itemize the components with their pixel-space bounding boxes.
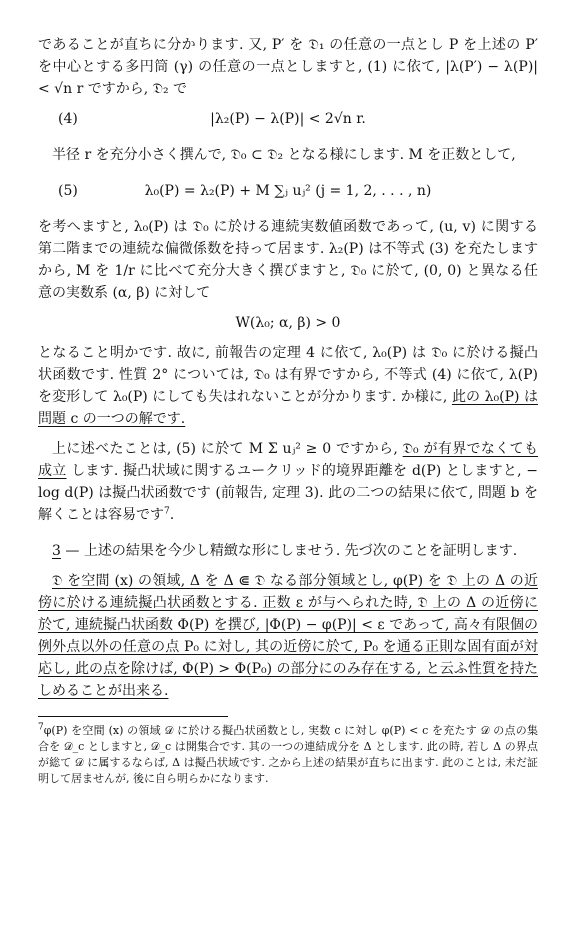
section-number: 3 (52, 543, 61, 559)
paragraph-6 (38, 540, 538, 562)
paragraph-4-underlined-text: 此の λ₀(P) は問題 c の一つの解です. (38, 389, 538, 427)
footnote-rule (38, 716, 228, 717)
equation-4 (38, 108, 538, 130)
footnote (38, 723, 538, 787)
paragraph-5-end: . (169, 507, 175, 523)
equation-5 (38, 180, 538, 202)
paragraph-5-underlined-text: 𝔇₀ が有界でなくても成立 (38, 441, 538, 479)
paragraph-4-text: となること明かです. 故に, 前報告の定理 4 に依て, λ₀(P) は 𝔇₀ に於ける擬凸状函数です. 性質 2° については, 𝔇₀ は有界ですから, 不等式 (4) に依て, λ(P) を変形して λ₀(P) にしても失はれないことが分かります. か様に, (38, 345, 538, 405)
footnote-marker: 7 (38, 722, 44, 733)
theorem-text: 𝔇 を空間 (x) の領域, Δ を Δ ⋐ 𝔇 なる部分領域とし, φ(P) を 𝔇 上の Δ の近傍に於ける連続擬凸状函数とする. 正数 ε が与へられた時, 𝔇 上の Δ の近傍に於て, 連続擬凸状函数 Φ(P) を撰び, |Φ(P) − φ(P)| < ε であって, 高々有限個の例外点以外の任意の点 P₀ に対し, 其の近傍に於て, P₀ を通る正則な固有面が対応し, 此の点を除けば, Φ(P) > Φ(P₀) の部分にのみ存在する, と云ふ性質を持たしめることが出来る. (38, 573, 538, 699)
equation-4-body: |λ₂(P) − λ(P)| < 2√n r. (210, 111, 366, 127)
equation-5-number: (5) (58, 183, 78, 199)
paragraph-3: を考へますと, λ₀(P) は 𝔇₀ に於ける連続実数値函数であって, (u, v) に関する第二階までの連続な偏微係数を持って居ます. λ₂(P) は不等式 (3) を充たしますから, M を 1/r に比べて充分大きく撰びますと, 𝔇₀ に於て, (0, 0) と異なる任意の実数系 (α, β) に対して (38, 219, 538, 301)
paragraph-4 (38, 342, 538, 430)
page-body (38, 34, 538, 787)
theorem-paragraph (38, 570, 538, 702)
paragraph-5-text-a: 上に述べたことは, (5) に於て M Σ uⱼ² ≥ 0 ですから, (52, 441, 398, 457)
equation-6-body: W(λ₀; α, β) > 0 (235, 315, 341, 331)
paragraph-5-text-b: します. 擬凸状域に関するユークリッド的境界距離を d(P) としますと, − log d(P) は擬凸状函数です (前報告, 定理 3). 此の二つの結果に依て, 問題 b を解くことは容易です (38, 463, 539, 523)
paragraph-5 (38, 438, 538, 526)
equation-6 (38, 312, 538, 334)
paragraph-1: であることが直ちに分かります. 又, P′ を 𝔇₁ の任意の一点とし P を上述の P′ を中心とする多円筒 (γ) の任意の一点としますと, (1) に依て, |λ(P′) − λ(P)| < √n r ですから, 𝔇₂ で (38, 37, 538, 97)
paragraph-2: 半径 r を充分小さく撰んで, 𝔇₀ ⊂ 𝔇₂ となる様にします. M を正数として, (52, 147, 516, 163)
equation-4-number: (4) (58, 111, 78, 127)
footnote-text: φ(P) を空間 (x) の領域 𝒟 に於ける擬凸状函数とし, 実数 c に対し φ(P) < c を充たす 𝒟 の点の集合を 𝒟_c としますと, 𝒟_c は開集合です. 其の一つの連結成分を Δ とします. 此の時, 若し Δ の界点が総て 𝒟 に属するならば, Δ は擬凸状域です. 之から上述の結果が直ちに出ます. 此のことは, 未だ証明して居ませんが, 後に自ら明らかになります. (38, 724, 538, 785)
paragraph-6-text: — 上述の結果を今少し精緻な形にしませう. 先づ次のことを証明します. (60, 543, 518, 559)
equation-5-body: λ₀(P) = λ₂(P) + M ∑ⱼ uⱼ² (j = 1, 2, . . . , n) (144, 183, 432, 199)
footnote-ref-7: 7 (164, 506, 170, 517)
